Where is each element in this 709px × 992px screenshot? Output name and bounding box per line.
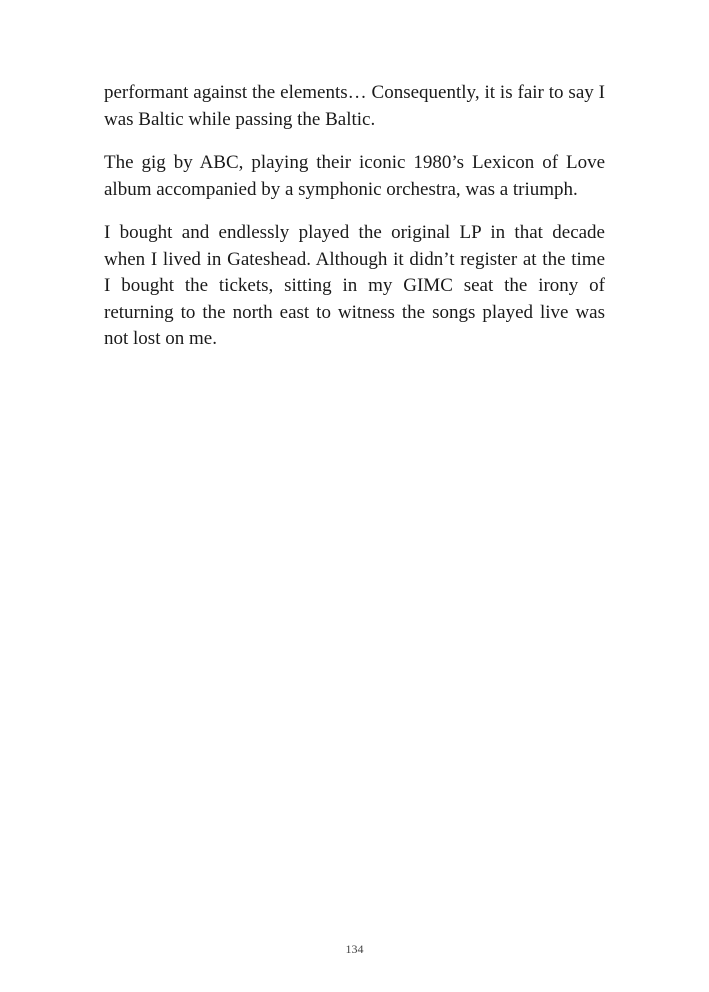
page-number: 134	[345, 942, 364, 956]
paragraph-3: I bought and endlessly played the original LP in that decade when I lived in Gateshead. Although it didn’t register at the time I bought the tickets, sitting in my GIMC seat the irony of returning to the north east to witness the songs played live was not lost on me.	[104, 222, 605, 349]
body-text	[104, 80, 605, 370]
paragraph-1: performant against the elements… Consequently, it is fair to say I was Baltic while passing the Baltic.	[104, 82, 605, 130]
paragraph-2: The gig by ABC, playing their iconic 1980’s Lexicon of Love album accompanied by a symphonic orchestra, was a triumph.	[104, 152, 605, 200]
